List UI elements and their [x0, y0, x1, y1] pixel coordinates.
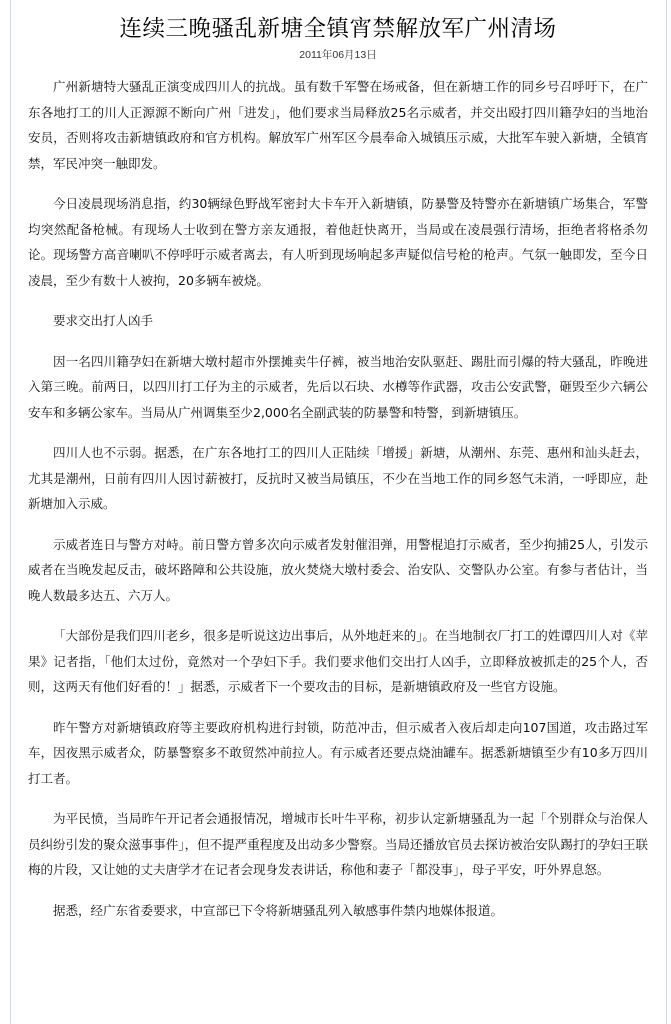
article-paragraph: 为平民愤，当局昨午开记者会通报情况，增城市长叶牛平称，初步认定新塘骚乱为一起「个别群众与治保人员纠纷引发的聚众滋事事件」，但不提严重程度及出动多少警察。当局还播放官员去探访被治安队踢打的孕妇王联梅的片段，又让她的丈夫唐学才在记者会现身发表讲话，称他和妻子「都没事」，母子平安，吁外界息怒。 [28, 811, 648, 877]
article-paragraph: 四川人也不示弱。据悉，在广东各地打工的四川人正陆续「增援」新塘，从潮州、东莞、惠州和汕头赶去，尤其是潮州，日前有四川人因讨薪被打，反抗时又被当局镇压，不少在当地工作的同乡怒气未消，一呼即应，赴新塘加入示威。 [28, 445, 648, 511]
article-body [28, 74, 648, 923]
article-paragraph: 因一名四川籍孕妇在新塘大墩村超市外摆摊卖牛仔裤，被当地治安队驱赶、踢肚而引爆的特大骚乱，昨晚进入第三晚。前两日，以四川打工仔为主的示威者，先后以石块、水樽等作武器，攻击公安武警，砸毁至少六辆公安车和多辆公家车。当局从广州调集至少2,000名全副武装的防暴警和特警，到新塘镇压。 [28, 353, 648, 420]
page-frame-right-border [666, 0, 667, 1024]
article-paragraph: 昨午警方对新塘镇政府等主要政府机构进行封锁，防范冲击，但示威者入夜后却走向107国道，攻击路过军车，因夜黑示威者众，防暴警察多不敢贸然冲前拉人。有示威者还要点烧油罐车。据悉新塘镇至少有10多万四川打工者。 [28, 719, 648, 786]
article-date: 2011年06月13日 [299, 49, 377, 61]
page-frame-left-border [10, 0, 11, 1024]
article-paragraph: 广州新塘特大骚乱正演变成四川人的抗战。虽有数千军警在场戒备，但在新塘工作的同乡号召呼吁下，在广东各地打工的川人正源源不断向广州「进发」，他们要求当局释放25名示威者，并交出殴打四川籍孕妇的当地治安员，否则将攻击新塘镇政府和官方机构。解放军广州军区今晨奉命入城镇压示威，大批军车驶入新塘，全镇宵禁，军民冲突一触即发。 [28, 79, 648, 171]
article-paragraph: 据悉，经广东省委要求，中宣部已下令将新塘骚乱列入敏感事件禁内地媒体报道。 [53, 902, 504, 918]
article-paragraph: 今日凌晨现场消息指，约30辆绿色野战军密封大卡车开入新塘镇，防暴警及特警亦在新塘镇广场集合，军警均突然配备枪械。有现场人士收到在警方亲友通报，着他赶快离开，当局或在凌晨强行清场，拒绝者将格杀勿论。现场警方高音喇叭不停呼吁示威者离去，有人听到现场响起多声疑似信号枪的枪声。气氛一触即发，至今日凌晨，至少有数十人被拘，20多辆车被烧。 [28, 196, 648, 288]
article-paragraph: 「大部份是我们四川老乡，很多是听说这边出事后，从外地赶来的」。在当地制衣厂打工的姓谭四川人对《苹果》记者指，「他们太过份，竟然对一个孕妇下手。我们要求他们交出打人凶手，立即释放被抓走的25个人，否则，这两天有他们好看的！」据悉，示威者下一个要攻击的目标，是新塘镇政府及一些官方设施。 [28, 628, 648, 694]
article-title: 连续三晚骚乱新塘全镇宵禁解放军广州清场 [119, 16, 557, 42]
article-paragraph: 示威者连日与警方对峙。前日警方曾多次向示威者发射催泪弹，用警棍追打示威者，至少拘捕25人，引发示威者在当晚发起反击，破坏路障和公共设施，放火焚烧大墩村委会、治安队、交警队办公室。有参与者估计，当晚人数最多达五、六万人。 [28, 536, 648, 603]
article [28, 14, 648, 938]
article-subheading: 要求交出打人凶手 [53, 313, 154, 328]
